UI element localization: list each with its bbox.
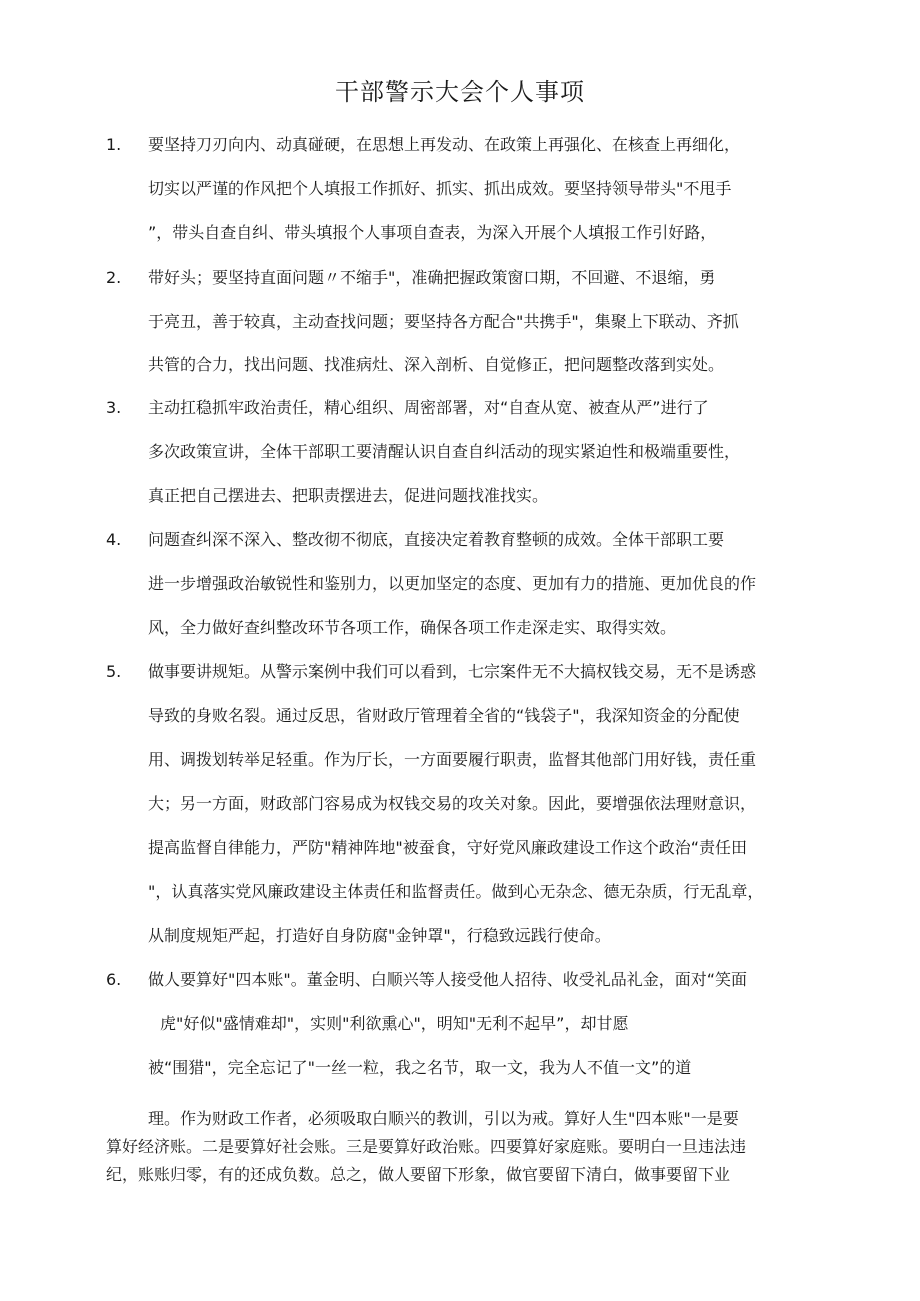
paragraph-line: 进一步增强政治敏锐性和鉴别力，以更加坚定的态度、更加有力的措施、更加优良的作: [148, 574, 757, 593]
item-number: 1.: [106, 135, 122, 154]
paragraph-line: 纪，账账归零，有的还成负数。总之，做人要留下形象，做官要留下清白，做事要留下业: [106, 1165, 731, 1184]
paragraph-line: 被“围猎"，完全忘记了"一丝一粒，我之名节，取一文，我为人不值一文”的道: [148, 1058, 692, 1077]
item-number: 4.: [106, 530, 122, 549]
page-title: 干部警示大会个人事项: [335, 78, 585, 106]
paragraph-line: 虎"好似"盛情难却"，实则"利欲熏心"，明知"无利不起早”，却甘愿: [160, 1014, 629, 1033]
paragraph-line: 从制度规矩严起，打造好自身防腐"金钟罩"，行稳致远践行使命。: [148, 926, 611, 945]
paragraph-line: 主动扛稳抓牢政治责任，精心组织、周密部署，对“自查从宽、被查从严”进行了: [148, 398, 709, 417]
item-number: 2.: [106, 268, 122, 287]
paragraph-line: 提高监督自律能力，严防"精神阵地"被蚕食，守好党风廉政建设工作这个政治“责任田: [148, 838, 748, 857]
paragraph-line: 带好头；要坚持直面问题〃不缩手"，准确把握政策窗口期，不回避、不退缩，勇: [148, 268, 716, 287]
item-number: 6.: [106, 970, 122, 989]
paragraph-line: 用、调拨划转举足轻重。作为厅长，一方面要履行职责，监督其他部门用好钱，责任重: [148, 750, 757, 769]
item-number: 3.: [106, 398, 122, 417]
paragraph-line: ”，带头自查自纠、带头填报个人事项自查表，为深入开展个人填报工作引好路，: [148, 223, 717, 242]
paragraph-line: 于亮丑，善于较真，主动查找问题；要坚持各方配合"共携手"，集聚上下联动、齐抓: [148, 312, 739, 331]
paragraph-line: 风，全力做好查纠整改环节各项工作，确保各项工作走深走实、取得实效。: [148, 618, 677, 637]
paragraph-line: 多次政策宣讲，全体干部职工要清醒认识自查自纠活动的现实紧迫性和极端重要性，: [148, 442, 741, 461]
item-number: 5.: [106, 662, 122, 681]
paragraph-line: 做事要讲规矩。从警示案例中我们可以看到，七宗案件无不大搞权钱交易，无不是诱惑: [148, 662, 757, 681]
paragraph-line: 做人要算好"四本账"。董金明、白顺兴等人接受他人招待、收受礼品礼金，面对“笑面: [148, 970, 748, 989]
paragraph-line: 共管的合力，找出问题、找准病灶、深入剖析、自觉修正，把问题整改落到实处。: [148, 355, 725, 374]
paragraph-line: 真正把自己摆进去、把职责摆进去，促进问题找准找实。: [148, 486, 549, 505]
paragraph-line: "，认真落实党风廉政建设主体责任和监督责任。做到心无杂念、德无杂质，行无乱章，: [148, 882, 764, 901]
paragraph-line: 算好经济账。二是要算好社会账。三是要算好政治账。四要算好家庭账。要明白一旦违法违: [106, 1137, 747, 1156]
paragraph-line: 切实以严谨的作风把个人填报工作抓好、抓实、抓出成效。要坚持领导带头"不甩手: [148, 179, 732, 198]
paragraph-line: 问题查纠深不深入、整改彻不彻底，直接决定着教育整顿的成效。全体干部职工要: [148, 530, 725, 549]
paragraph-line: 要坚持刀刃向内、动真碰硬，在思想上再发动、在政策上再强化、在核查上再细化，: [148, 135, 741, 154]
paragraph-line: 理。作为财政工作者，必须吸取白顺兴的教训，引以为戒。算好人生"四本账"一是要: [148, 1109, 739, 1128]
paragraph-line: 导致的身败名裂。通过反思，省财政厅管理着全省的“钱袋子"，我深知资金的分配使: [148, 706, 740, 725]
paragraph-line: 大；另一方面，财政部门容易成为权钱交易的攻关对象。因此，要增强依法理财意识，: [148, 794, 757, 813]
